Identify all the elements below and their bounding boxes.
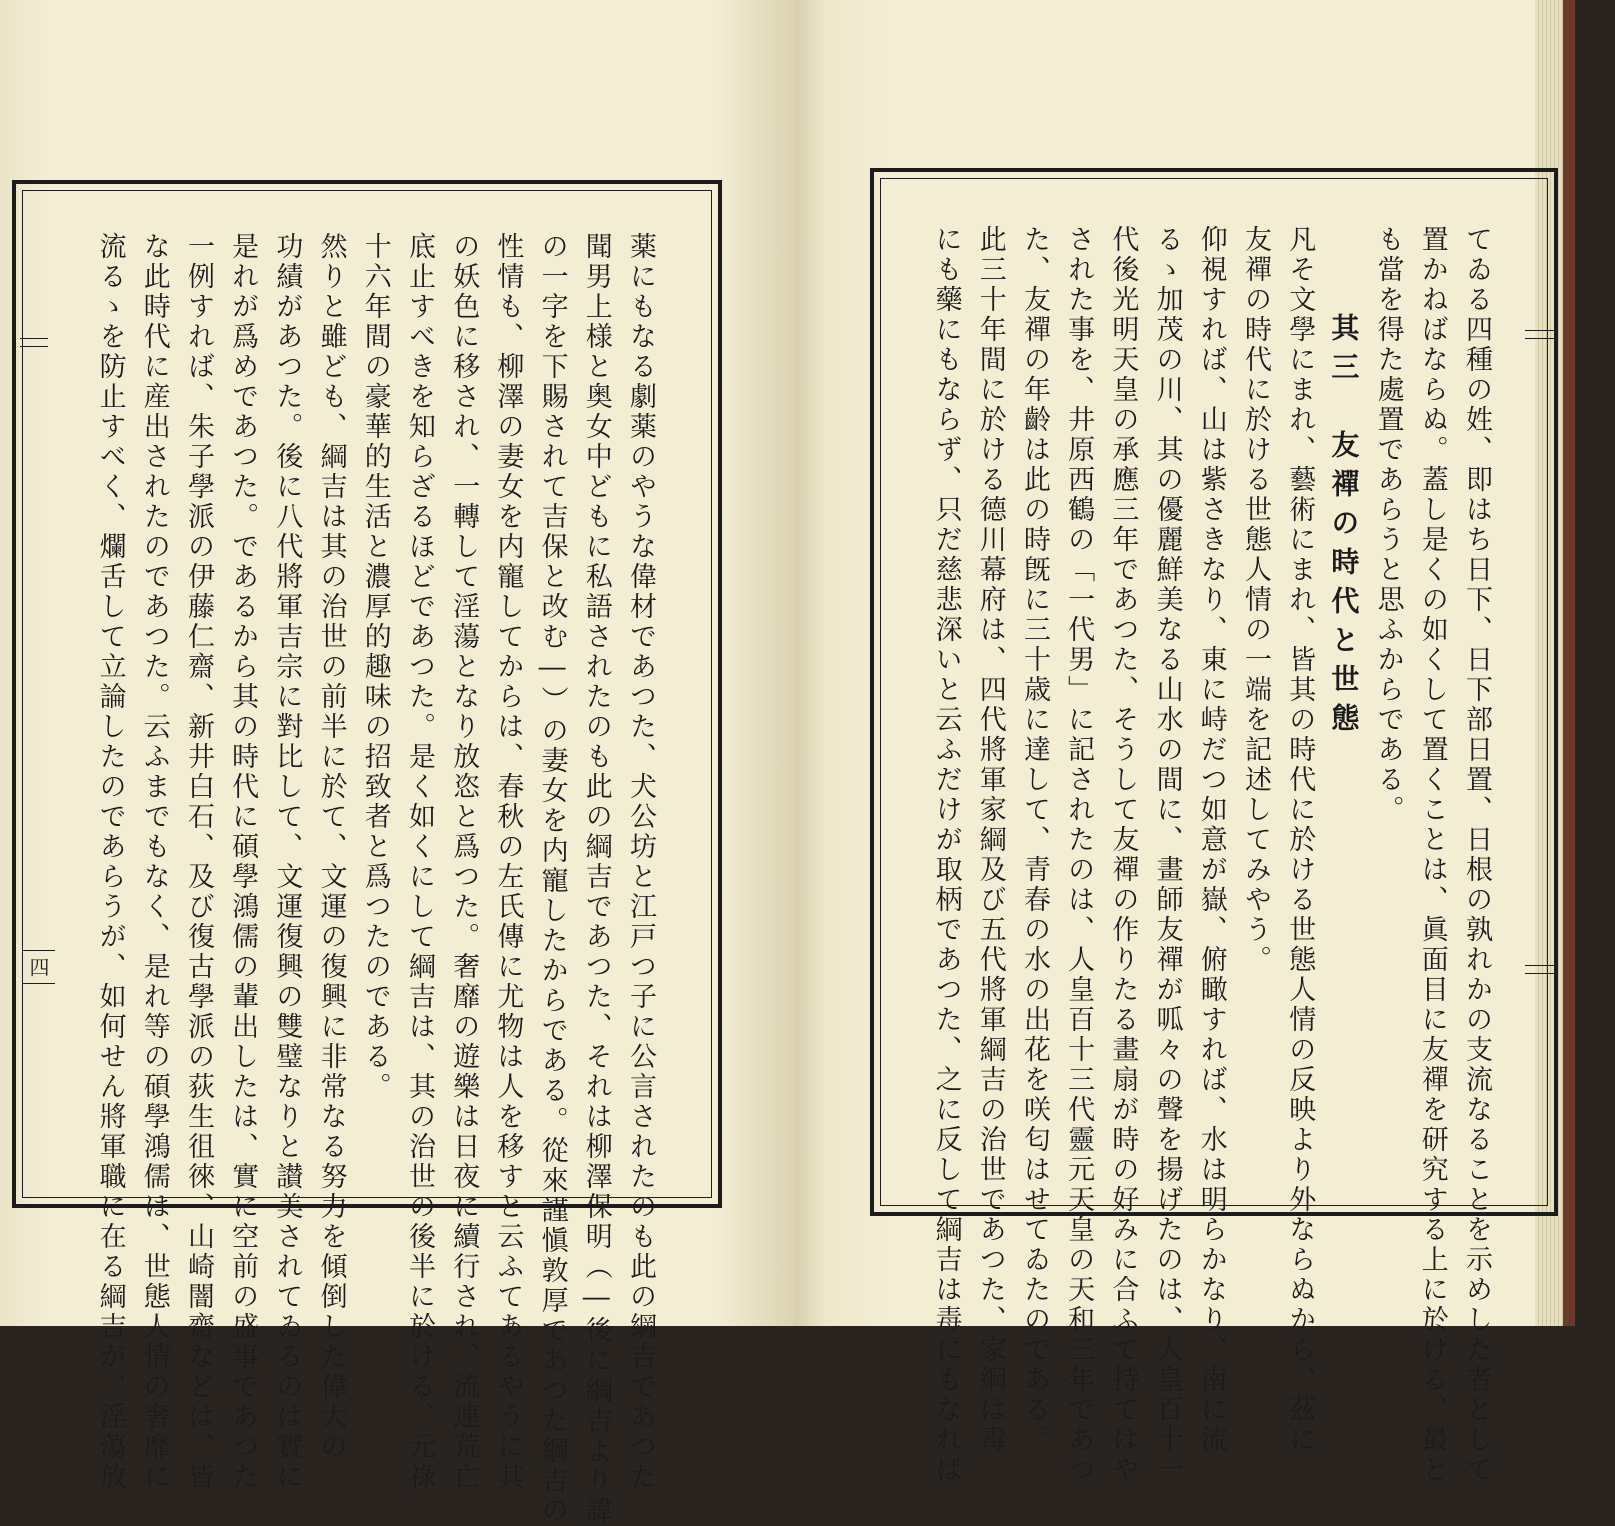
text-line: な此時代に産出されたのであつた。云ふまでもなく、是れ等の碩學鴻儒は、世態人情の奢靡に <box>138 232 170 1492</box>
text-line: 十六年間の豪華的生活と濃厚的趣味の招致者と爲つたのである。 <box>359 232 391 1102</box>
text-line: 仰視すれば、山は紫さきなり、東に峙だつ如意が嶽、俯瞰すれば、水は明らかなり、南に流 <box>1195 225 1227 1455</box>
margin-rule <box>1525 338 1555 339</box>
text-line: 底止すべきを知らざるほどであつた。是く如くにして綱吉は、其の治世の後半に於ける、元祿 <box>403 232 435 1492</box>
text-line: の一字を下賜されて吉保と改む―）の妻女を内寵したからである。從來謹愼敦厚であつた綱吉の <box>536 232 568 1526</box>
margin-rule <box>1525 973 1555 974</box>
text-line: にも藥にもならず、只だ慈悲深いと云ふだけが取柄であつた、之に反して綱吉は毒にもなれば <box>930 225 962 1485</box>
text-line: 代後光明天皇の承應三年であつた、そうして友禪の作りたる畫扇が時の好みに合ふて持てはや <box>1107 225 1139 1485</box>
text-line: の妖色に移され、一轉して淫蕩となり放恣と爲つた。奢靡の遊樂は日夜に續行され、流連荒亡 <box>448 232 480 1492</box>
text-line: 然りと雖ども、綱吉は其の治世の前半に於て、文運の復興に非常なる努力を傾倒した偉大の <box>315 232 347 1462</box>
text-line: 性情も、柳澤の妻女を内寵してからは、春秋の左氏傳に尤物は人を移すと云ふてあるやうに其 <box>492 232 524 1492</box>
text-line: 聞男上様と奥女中どもに私語されたのも此の綱吉であつた、それは柳澤保明（―後に綱吉より諱 <box>580 232 612 1526</box>
text-line: 凡そ文學にまれ、藝術にまれ、皆其の時代に於ける世態人情の反映より外ならぬから、茲に <box>1284 225 1316 1455</box>
text-line: 功績があつた。後に八代將軍吉宗に對比して、文運復興の雙璧なりと讃美されてゐるのは實に <box>271 232 303 1492</box>
text-line: 流るゝを防止すべく、爛舌して立論したのであらうが、如何せん將軍職に在る綱吉が、淫蕩放 <box>94 232 126 1492</box>
section-heading: 其三 友禪の時代と世態 <box>1327 313 1361 742</box>
margin-rule <box>20 338 48 339</box>
text-line: 置かねばならぬ。蓋し是くの如くして置くことは、眞面目に友禪を研究する上に於ける、最と <box>1416 225 1448 1485</box>
page-number: 四 <box>22 950 55 984</box>
margin-rule <box>1525 965 1555 966</box>
text-line: された事を、井原西鶴の「一代男」に記されたのは、人皇百十三代靈元天皇の天和三年であつ <box>1063 225 1095 1485</box>
text-line: 此三十年間に於ける德川幕府は、四代將軍家綱及び五代將軍綱吉の治世であつた、家綱は毒 <box>974 225 1006 1455</box>
left-body-text <box>62 232 662 1526</box>
text-line: た、友禪の年齡は此の時旣に三十歳に達して、青春の水の出花を咲匂はせてゐたのである。 <box>1018 225 1050 1455</box>
left-page <box>0 0 795 1526</box>
margin-rule <box>20 346 48 347</box>
text-line: も當を得た處置であらうと思ふからである。 <box>1372 225 1404 825</box>
text-line: 友禪の時代に於ける世態人情の一端を記述してみやう。 <box>1239 225 1271 975</box>
text-line: 一例すれば、朱子學派の伊藤仁齋、新井白石、及び復古學派の荻生徂徠、山崎闇齋などは、皆 <box>182 232 214 1492</box>
margin-rule <box>1525 330 1555 331</box>
book-cover-edge <box>1563 0 1575 1326</box>
right-body-text <box>898 225 1498 1485</box>
text-line: るゝ加茂の川、其の優麗鮮美なる山水の間に、畫師友禪が呱々の聲を揚げたのは、人皇百十一 <box>1151 225 1183 1485</box>
text-line: 薬にもなる劇薬のやうな偉材であつた、犬公坊と江戸つ子に公言されたのも此の綱吉であつた <box>625 232 656 1492</box>
text-line: てゐる四種の姓、即はち日下、日下部日置、日根の孰れかの支流なることを示めした者として <box>1461 225 1492 1485</box>
text-line: 是れが爲めであつた。であるから其の時代に碩學鴻儒の輩出したは、實に空前の盛事であつた <box>227 232 259 1492</box>
